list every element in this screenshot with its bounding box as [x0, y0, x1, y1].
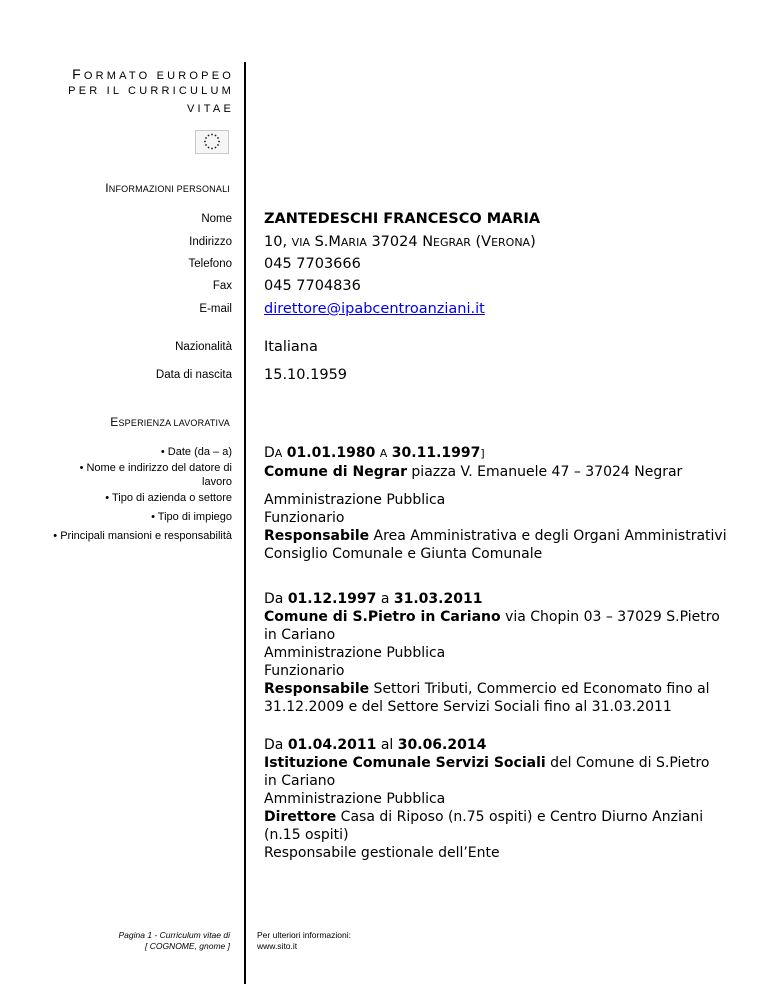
- job2-employer-line2: in Cariano: [264, 627, 336, 643]
- label-indirizzo: Indirizzo: [189, 236, 232, 248]
- job1-sector: Amministrazione Pubblica: [264, 492, 446, 508]
- job1-employer: Comune di Negrar piazza V. Emanuele 47 – 37024 Negrar: [264, 464, 683, 480]
- job1-resp: Responsabile Area Amministrativa e degli Organi Amministrativi: [264, 528, 727, 544]
- cv-title-line3: VITAE: [187, 103, 234, 115]
- label-mansioni: • Principali mansioni e responsabilità: [53, 530, 232, 542]
- footer-more-info: [257, 930, 351, 952]
- cv-title-line1: FORMATO EUROPEO: [72, 66, 234, 82]
- job2-role: Funzionario: [264, 663, 345, 679]
- label-date: • Date (da – a): [160, 446, 232, 458]
- footer-website: www.sito.it: [257, 941, 298, 951]
- job1-dates: DA 01.01.1980 A 30.11.1997]: [264, 445, 485, 461]
- job-entry-3: [264, 736, 734, 862]
- job2-resp: Responsabile Settori Tributi, Commercio ed Economato fino al: [264, 681, 710, 697]
- value-nascita: 15.10.1959: [264, 367, 348, 383]
- job3-resp-line3: Responsabile gestionale dell’Ente: [264, 845, 500, 861]
- label-telefono: Telefono: [188, 258, 232, 270]
- footer-page-line1: Pagina 1 - Curriculum vitae di: [118, 930, 230, 940]
- column-divider: [244, 62, 246, 984]
- job3-resp-line2: (n.15 ospiti): [264, 827, 349, 843]
- eu-flag-icon: [195, 130, 229, 154]
- label-nazionalita: Nazionalità: [175, 341, 232, 353]
- footer-page-line2: [ COGNOME, gnome ]: [144, 941, 230, 951]
- label-nome: Nome: [201, 213, 232, 225]
- label-fax: Fax: [212, 280, 232, 292]
- job2-resp-line2: 31.12.2009 e del Settore Servizi Sociali fino al 31.03.2011: [264, 699, 672, 715]
- job2-sector: Amministrazione Pubblica: [264, 645, 446, 661]
- label-tipo-impiego: • Tipo di impiego: [151, 511, 232, 523]
- label-datore-line1: • Nome e indirizzo del datore di: [79, 462, 232, 474]
- job1-role: Funzionario: [264, 510, 345, 526]
- job3-employer: Istituzione Comunale Servizi Sociali del Comune di S.Pietro: [264, 755, 710, 771]
- label-nascita: Data di nascita: [155, 369, 232, 381]
- job-entry-2: [264, 590, 734, 716]
- value-telefono: 045 7703666: [264, 256, 361, 272]
- job3-employer-line2: in Cariano: [264, 773, 336, 789]
- value-nome: ZANTEDESCHI FRANCESCO MARIA: [264, 211, 541, 227]
- section-heading-work: ESPERIENZA LAVORATIVA: [110, 415, 230, 429]
- value-indirizzo: 10, VIA S.MARIA 37024 NEGRAR (VERONA): [264, 234, 536, 250]
- footer-info-line1: Per ulteriori informazioni:: [257, 930, 352, 940]
- job2-dates: Da 01.12.1997 a 31.03.2011: [264, 591, 483, 607]
- job3-dates: Da 01.04.2011 al 30.06.2014: [264, 737, 487, 753]
- job2-employer: Comune di S.Pietro in Cariano via Chopin 03 – 37029 S.Pietro: [264, 609, 720, 625]
- value-fax: 045 7704836: [264, 278, 361, 294]
- label-email: E-mail: [199, 303, 232, 315]
- cv-title-line2: PER IL CURRICULUM: [68, 85, 234, 97]
- job3-resp: Direttore Casa di Riposo (n.75 ospiti) e Centro Diurno Anziani: [264, 809, 704, 825]
- label-datore-line2: lavoro: [202, 476, 232, 488]
- value-nazionalita: Italiana: [264, 339, 318, 355]
- label-tipo-azienda: • Tipo di azienda o settore: [105, 492, 232, 504]
- job3-sector: Amministrazione Pubblica: [264, 791, 446, 807]
- job1-resp-line2: Consiglio Comunale e Giunta Comunale: [264, 546, 543, 562]
- footer-page-info: [119, 930, 231, 952]
- email-link[interactable]: direttore@ipabcentroanziani.it: [264, 301, 485, 317]
- section-heading-personal: INFORMAZIONI PERSONALI: [105, 181, 230, 195]
- job-entry-1: [264, 444, 734, 563]
